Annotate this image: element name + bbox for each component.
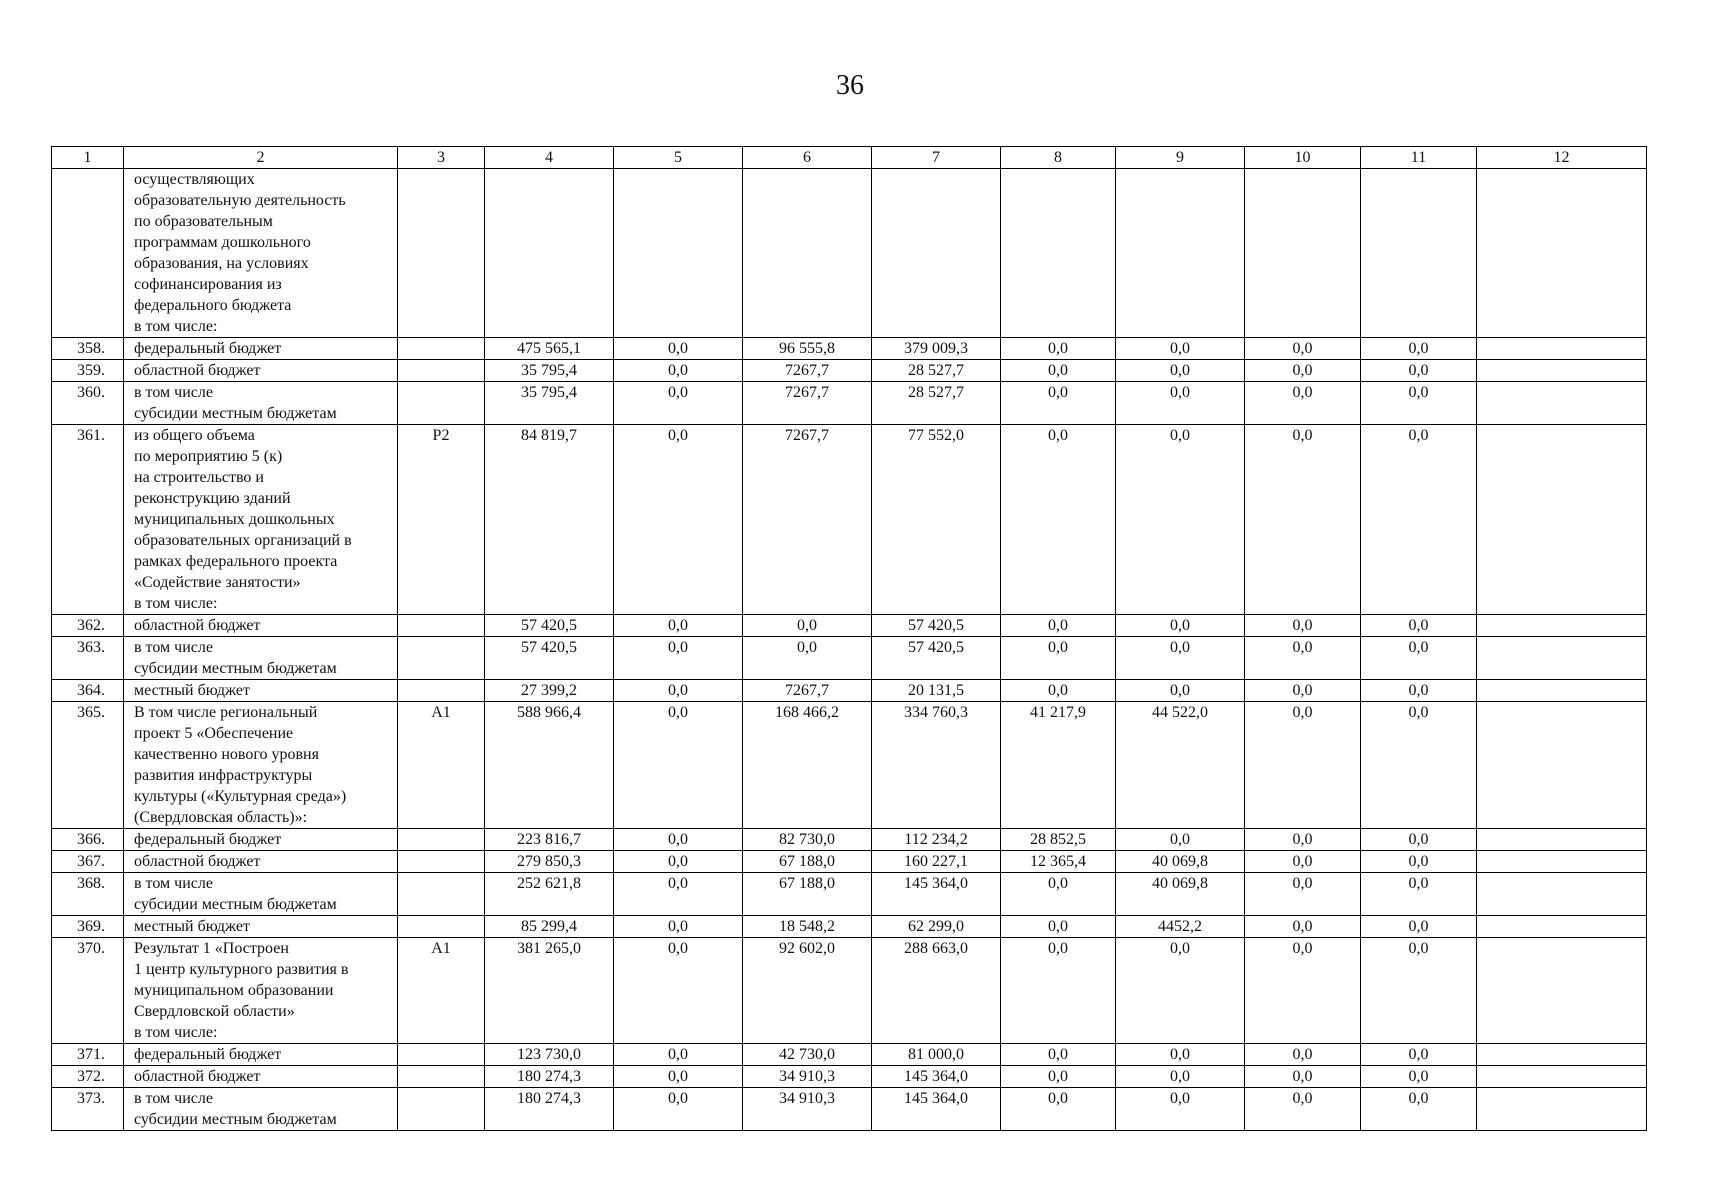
row-number: 362. [52,615,124,637]
value-cell: 279 850,3 [485,851,614,873]
value-cell [1477,425,1647,615]
value-cell: 0,0 [1001,938,1116,1044]
column-header: 8 [1001,147,1116,169]
value-cell: 334 760,3 [872,702,1001,829]
value-cell: 0,0 [1245,829,1361,851]
value-cell: 0,0 [1245,680,1361,702]
value-cell: 28 527,7 [872,360,1001,382]
row-number: 369. [52,916,124,938]
value-cell: 7267,7 [743,425,872,615]
value-cell: 0,0 [1361,425,1477,615]
table-row [52,382,1647,425]
value-cell: 0,0 [1245,382,1361,425]
value-cell: 0,0 [614,829,743,851]
row-code: A1 [398,938,485,1044]
row-description: местный бюджет [124,916,398,938]
value-cell: 0,0 [1116,637,1245,680]
value-cell: 0,0 [1116,615,1245,637]
value-cell: 57 420,5 [485,615,614,637]
row-number: 370. [52,938,124,1044]
value-cell: 180 274,3 [485,1066,614,1088]
value-cell: 0,0 [614,360,743,382]
value-cell [1245,169,1361,338]
value-cell: 4452,2 [1116,916,1245,938]
value-cell: 92 602,0 [743,938,872,1044]
table-row [52,615,1647,637]
value-cell: 0,0 [614,338,743,360]
value-cell [1477,1044,1647,1066]
value-cell: 0,0 [1116,1088,1245,1131]
value-cell: 0,0 [614,873,743,916]
row-code [398,615,485,637]
row-description: в том числе субсидии местным бюджетам [124,382,398,425]
value-cell: 0,0 [1361,1088,1477,1131]
value-cell: 77 552,0 [872,425,1001,615]
table-row [52,169,1647,338]
value-cell: 288 663,0 [872,938,1001,1044]
row-number: 368. [52,873,124,916]
value-cell: 28 527,7 [872,382,1001,425]
value-cell: 0,0 [1001,382,1116,425]
value-cell: 18 548,2 [743,916,872,938]
value-cell: 0,0 [1001,637,1116,680]
value-cell: 0,0 [1361,702,1477,829]
value-cell [1477,169,1647,338]
value-cell: 0,0 [1245,338,1361,360]
column-header: 1 [52,147,124,169]
row-code [398,1044,485,1066]
value-cell: 0,0 [1116,360,1245,382]
value-cell: 0,0 [1245,1066,1361,1088]
value-cell [1477,360,1647,382]
value-cell: 28 852,5 [1001,829,1116,851]
row-code [398,169,485,338]
value-cell: 0,0 [1245,425,1361,615]
row-number [52,169,124,338]
row-number: 360. [52,382,124,425]
value-cell: 0,0 [1361,916,1477,938]
value-cell: 40 069,8 [1116,851,1245,873]
row-number: 366. [52,829,124,851]
row-code: A1 [398,702,485,829]
table-row [52,851,1647,873]
value-cell: 34 910,3 [743,1066,872,1088]
value-cell: 0,0 [614,382,743,425]
row-description: областной бюджет [124,851,398,873]
row-number: 371. [52,1044,124,1066]
value-cell [872,169,1001,338]
row-description: в том числе субсидии местным бюджетам [124,1088,398,1131]
value-cell: 0,0 [1001,615,1116,637]
table-row [52,873,1647,916]
value-cell: 381 265,0 [485,938,614,1044]
value-cell: 0,0 [1116,680,1245,702]
row-description: областной бюджет [124,360,398,382]
value-cell: 0,0 [1116,1066,1245,1088]
value-cell: 0,0 [1361,829,1477,851]
value-cell: 0,0 [614,1066,743,1088]
row-description: В том числе региональный проект 5 «Обеспечение качественно нового уровня развития инфраструктуры культуры («Культурная среда») (Свердловская область)»: [124,702,398,829]
column-header: 7 [872,147,1001,169]
table-row [52,938,1647,1044]
value-cell: 62 299,0 [872,916,1001,938]
value-cell: 168 466,2 [743,702,872,829]
value-cell: 0,0 [614,425,743,615]
value-cell: 0,0 [743,637,872,680]
value-cell [1477,938,1647,1044]
value-cell: 0,0 [1001,1044,1116,1066]
value-cell: 67 188,0 [743,851,872,873]
table-header-row [52,147,1647,169]
value-cell: 42 730,0 [743,1044,872,1066]
value-cell: 252 621,8 [485,873,614,916]
row-description: в том числе субсидии местным бюджетам [124,873,398,916]
value-cell: 0,0 [614,1088,743,1131]
table-row [52,1088,1647,1131]
value-cell: 0,0 [1245,360,1361,382]
row-description: федеральный бюджет [124,829,398,851]
value-cell [1477,338,1647,360]
table-row [52,1066,1647,1088]
value-cell [1477,637,1647,680]
value-cell: 0,0 [1001,425,1116,615]
row-code [398,680,485,702]
value-cell: 35 795,4 [485,382,614,425]
row-description: осуществляющих образовательную деятельность по образовательным программам дошкольного образования, на условиях софинансирования из федерального бюджета в том числе: [124,169,398,338]
budget-table [51,146,1647,1131]
column-header: 5 [614,147,743,169]
value-cell: 0,0 [614,1044,743,1066]
value-cell: 0,0 [1245,1044,1361,1066]
value-cell: 180 274,3 [485,1088,614,1131]
value-cell: 0,0 [1361,1066,1477,1088]
value-cell [1477,1088,1647,1131]
value-cell [1477,1066,1647,1088]
value-cell: 12 365,4 [1001,851,1116,873]
value-cell: 0,0 [1245,1088,1361,1131]
row-number: 372. [52,1066,124,1088]
row-code [398,338,485,360]
value-cell: 57 420,5 [872,615,1001,637]
row-description: областной бюджет [124,1066,398,1088]
value-cell: 0,0 [1245,938,1361,1044]
value-cell: 7267,7 [743,382,872,425]
value-cell: 160 227,1 [872,851,1001,873]
value-cell: 0,0 [1245,851,1361,873]
row-description: областной бюджет [124,615,398,637]
row-description: Результат 1 «Построен 1 центр культурного развития в муниципальном образовании Свердловской области» в том числе: [124,938,398,1044]
value-cell [743,169,872,338]
value-cell [1477,851,1647,873]
value-cell: 0,0 [1361,938,1477,1044]
value-cell: 0,0 [1361,338,1477,360]
column-header: 4 [485,147,614,169]
column-header: 11 [1361,147,1477,169]
value-cell: 0,0 [1361,382,1477,425]
row-code [398,829,485,851]
value-cell: 41 217,9 [1001,702,1116,829]
column-header: 9 [1116,147,1245,169]
value-cell: 0,0 [1361,873,1477,916]
value-cell: 145 364,0 [872,1088,1001,1131]
value-cell: 67 188,0 [743,873,872,916]
row-code [398,1066,485,1088]
row-description: в том числе субсидии местным бюджетам [124,637,398,680]
value-cell: 0,0 [614,615,743,637]
value-cell: 0,0 [1245,615,1361,637]
value-cell: 0,0 [1361,637,1477,680]
value-cell: 34 910,3 [743,1088,872,1131]
row-number: 365. [52,702,124,829]
value-cell: 223 816,7 [485,829,614,851]
value-cell: 0,0 [614,851,743,873]
table-row [52,702,1647,829]
column-header: 10 [1245,147,1361,169]
value-cell: 0,0 [614,916,743,938]
value-cell: 7267,7 [743,680,872,702]
value-cell: 0,0 [1361,1044,1477,1066]
value-cell: 57 420,5 [485,637,614,680]
value-cell: 40 069,8 [1116,873,1245,916]
table-row [52,425,1647,615]
value-cell: 0,0 [1245,637,1361,680]
table-row [52,916,1647,938]
value-cell: 57 420,5 [872,637,1001,680]
value-cell [1116,169,1245,338]
row-number: 367. [52,851,124,873]
value-cell: 85 299,4 [485,916,614,938]
value-cell: 0,0 [1245,702,1361,829]
column-header: 12 [1477,147,1647,169]
value-cell: 0,0 [1116,338,1245,360]
row-code [398,851,485,873]
column-header: 6 [743,147,872,169]
value-cell: 123 730,0 [485,1044,614,1066]
table-row [52,1044,1647,1066]
row-number: 373. [52,1088,124,1131]
value-cell: 81 000,0 [872,1044,1001,1066]
value-cell [1477,873,1647,916]
value-cell: 0,0 [1361,360,1477,382]
column-header: 3 [398,147,485,169]
value-cell: 0,0 [1116,829,1245,851]
value-cell: 0,0 [1116,425,1245,615]
value-cell: 0,0 [1001,916,1116,938]
value-cell: 0,0 [1116,938,1245,1044]
row-number: 359. [52,360,124,382]
page-number: 36 [836,70,864,101]
value-cell: 0,0 [1116,1044,1245,1066]
row-code [398,1088,485,1131]
value-cell: 82 730,0 [743,829,872,851]
value-cell: 379 009,3 [872,338,1001,360]
value-cell: 0,0 [1001,360,1116,382]
row-code [398,382,485,425]
value-cell: 0,0 [1245,873,1361,916]
table-row [52,637,1647,680]
table-row [52,360,1647,382]
value-cell: 0,0 [614,702,743,829]
row-code [398,873,485,916]
row-number: 364. [52,680,124,702]
value-cell: 44 522,0 [1116,702,1245,829]
column-header: 2 [124,147,398,169]
value-cell: 0,0 [1001,338,1116,360]
value-cell: 112 234,2 [872,829,1001,851]
value-cell: 96 555,8 [743,338,872,360]
row-code [398,360,485,382]
row-description: федеральный бюджет [124,338,398,360]
value-cell [1477,680,1647,702]
value-cell: 588 966,4 [485,702,614,829]
value-cell: 475 565,1 [485,338,614,360]
row-number: 358. [52,338,124,360]
row-number: 363. [52,637,124,680]
row-description: федеральный бюджет [124,1044,398,1066]
table-row [52,338,1647,360]
value-cell: 84 819,7 [485,425,614,615]
value-cell: 20 131,5 [872,680,1001,702]
value-cell [1477,382,1647,425]
value-cell: 0,0 [743,615,872,637]
row-description: из общего объема по мероприятию 5 (к) на строительство и реконструкцию зданий муниципальных дошкольных образовательных организаций в рамках федерального проекта «Содействие занятости» в том числе: [124,425,398,615]
value-cell: 0,0 [1001,680,1116,702]
row-code: P2 [398,425,485,615]
value-cell: 27 399,2 [485,680,614,702]
value-cell: 0,0 [1361,615,1477,637]
value-cell [1361,169,1477,338]
table-row [52,680,1647,702]
value-cell: 35 795,4 [485,360,614,382]
value-cell: 0,0 [1001,1088,1116,1131]
value-cell [1001,169,1116,338]
value-cell: 145 364,0 [872,873,1001,916]
value-cell: 7267,7 [743,360,872,382]
row-number: 361. [52,425,124,615]
value-cell: 0,0 [1361,680,1477,702]
value-cell [1477,916,1647,938]
value-cell: 0,0 [1361,851,1477,873]
value-cell: 0,0 [614,680,743,702]
table-row [52,829,1647,851]
value-cell: 0,0 [614,938,743,1044]
value-cell: 145 364,0 [872,1066,1001,1088]
value-cell [1477,829,1647,851]
value-cell: 0,0 [1001,1066,1116,1088]
row-code [398,637,485,680]
row-description: местный бюджет [124,680,398,702]
value-cell: 0,0 [1245,916,1361,938]
value-cell [1477,702,1647,829]
row-code [398,916,485,938]
value-cell: 0,0 [1001,873,1116,916]
value-cell [1477,615,1647,637]
value-cell [614,169,743,338]
value-cell: 0,0 [1116,382,1245,425]
value-cell: 0,0 [614,637,743,680]
value-cell [485,169,614,338]
